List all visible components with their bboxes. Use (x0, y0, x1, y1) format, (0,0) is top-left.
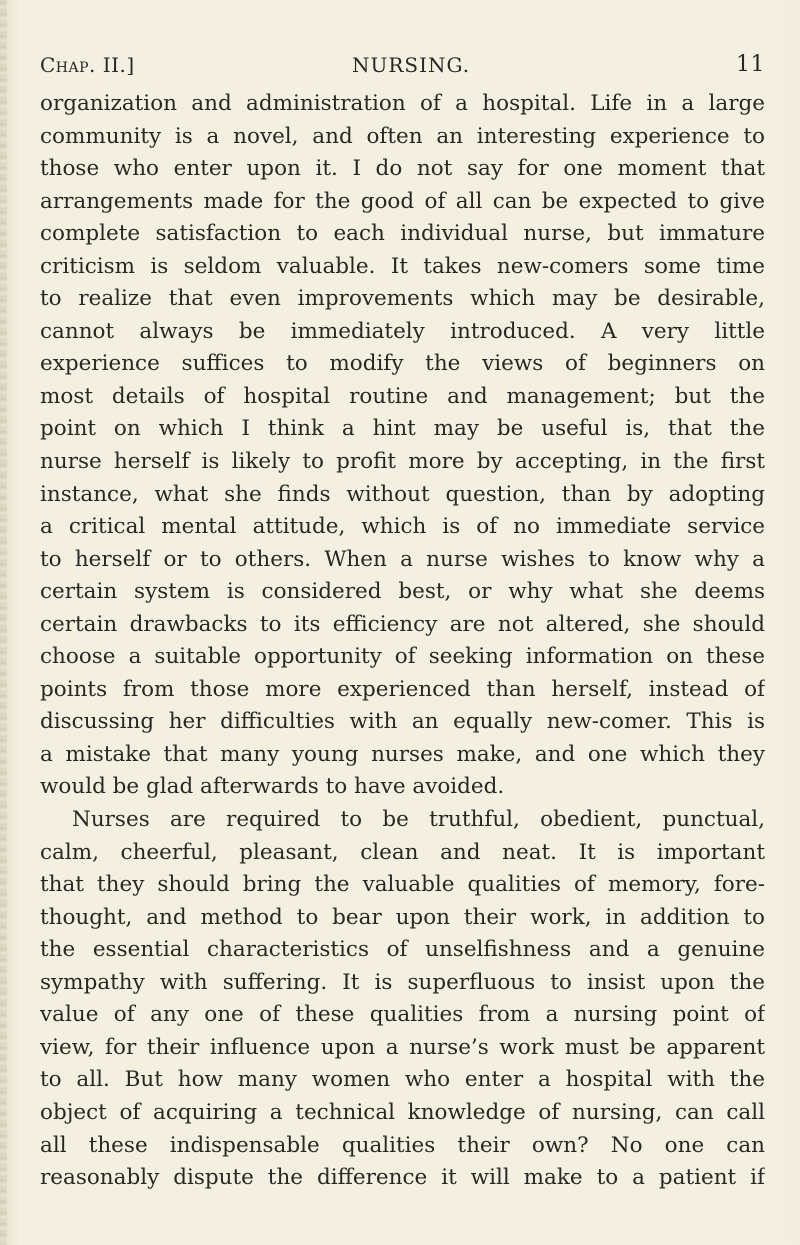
chapter-label: Chap. II.] (40, 53, 135, 77)
text-line: a critical mental attitude, which is of no immediate service (40, 514, 765, 540)
text-line: certain system is considered best, or why what she deems (40, 579, 765, 605)
text-line: point on which I think a hint may be useful is, that the (40, 416, 765, 442)
text-line: criticism is seldom valuable. It takes new-comers some time (40, 253, 765, 279)
text-line: discussing her difficulties with an equally new-comer. This is (40, 709, 765, 735)
text-line: certain drawbacks to its efficiency are not altered, she should (40, 611, 765, 637)
text-line: view, for their influence upon a nurse’s work must be apparent (40, 1034, 765, 1060)
text-line: calm, cheerful, pleasant, clean and neat. It is important (40, 839, 765, 865)
paragraph-start-line: Nurses are required to be truthful, obedient, punctual, (72, 807, 765, 833)
body-text (40, 88, 765, 1195)
text-line: reasonably dispute the difference it will make to a patient if (40, 1165, 765, 1191)
text-line: sympathy with suffering. It is superfluous to insist upon the (40, 969, 765, 995)
text-line: most details of hospital routine and management; but the (40, 383, 765, 409)
text-line: that they should bring the valuable qualities of memory, fore- (40, 872, 765, 898)
text-line: value of any one of these qualities from a nursing point of (40, 1002, 765, 1028)
text-line: complete satisfaction to each individual nurse, but immature (40, 221, 765, 247)
text-line: the essential characteristics of unselfishness and a genuine (40, 937, 765, 963)
text-line: points from those more experienced than herself, instead of (40, 676, 765, 702)
running-title: NURSING. (352, 53, 471, 77)
text-line: instance, what she finds without question, than by adopting (40, 481, 765, 507)
text-line: all these indispensable qualities their own? No one can (40, 1132, 765, 1158)
text-line: to herself or to others. When a nurse wishes to know why a (40, 546, 765, 572)
page-number: 11 (736, 52, 765, 77)
text-line: to all. But how many women who enter a hospital with the (40, 1067, 765, 1093)
text-line: object of acquiring a technical knowledge of nursing, can call (40, 1099, 765, 1125)
text-line: those who enter upon it. I do not say for one moment that (40, 156, 765, 182)
text-line: experience suffices to modify the views of beginners on (40, 351, 765, 377)
text-line: a mistake that many young nurses make, and one which they (40, 741, 765, 767)
text-line: arrangements made for the good of all can be expected to give (40, 188, 765, 214)
text-line: choose a suitable opportunity of seeking information on these (40, 644, 765, 670)
text-line: thought, and method to bear upon their work, in addition to (40, 904, 765, 930)
text-line: organization and administration of a hospital. Life in a large (40, 91, 765, 116)
text-line: to realize that even improvements which may be desirable, (40, 286, 765, 312)
running-header (40, 50, 765, 80)
text-line: nurse herself is likely to profit more by accepting, in the first (40, 449, 765, 475)
text-line: cannot always be immediately introduced. A very little (40, 318, 765, 344)
paragraph-end-line: would be glad afterwards to have avoided. (40, 774, 505, 800)
text-line: community is a novel, and often an interesting experience to (40, 123, 765, 149)
